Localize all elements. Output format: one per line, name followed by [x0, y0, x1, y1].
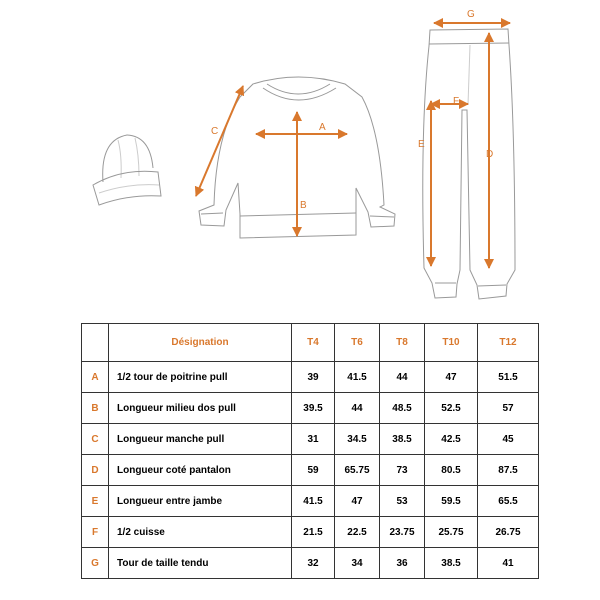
- table-row: [82, 424, 539, 455]
- row-value: 39.5: [292, 393, 335, 424]
- row-value: 47: [335, 486, 380, 517]
- row-label: Tour de taille tendu: [109, 548, 292, 579]
- header-size: T10: [425, 324, 478, 362]
- row-label: 1/2 cuisse: [109, 517, 292, 548]
- row-label: Longueur manche pull: [109, 424, 292, 455]
- row-value: 34: [335, 548, 380, 579]
- row-value: 26.75: [478, 517, 539, 548]
- arrow-c: [196, 86, 243, 196]
- row-value: 23.75: [380, 517, 425, 548]
- size-table: [81, 323, 539, 579]
- row-code: G: [82, 548, 109, 579]
- row-code: E: [82, 486, 109, 517]
- row-value: 38.5: [380, 424, 425, 455]
- row-code: A: [82, 362, 109, 393]
- row-value: 51.5: [478, 362, 539, 393]
- measure-label-c: C: [211, 126, 219, 137]
- pants-drawing: [423, 29, 515, 299]
- row-label: Longueur entre jambe: [109, 486, 292, 517]
- row-value: 44: [380, 362, 425, 393]
- row-value: 32: [292, 548, 335, 579]
- measure-label-a: A: [319, 122, 326, 133]
- row-code: C: [82, 424, 109, 455]
- measure-label-f: F: [453, 96, 460, 107]
- row-value: 41: [478, 548, 539, 579]
- row-label: Longueur coté pantalon: [109, 455, 292, 486]
- measure-label-g: G: [467, 9, 475, 20]
- table-row: [82, 362, 539, 393]
- row-value: 21.5: [292, 517, 335, 548]
- row-value: 41.5: [335, 362, 380, 393]
- row-label: Longueur milieu dos pull: [109, 393, 292, 424]
- header-size: T4: [292, 324, 335, 362]
- row-value: 80.5: [425, 455, 478, 486]
- row-value: 44: [335, 393, 380, 424]
- row-value: 45: [478, 424, 539, 455]
- row-value: 42.5: [425, 424, 478, 455]
- header-size: T12: [478, 324, 539, 362]
- row-label: 1/2 tour de poitrine pull: [109, 362, 292, 393]
- row-value: 57: [478, 393, 539, 424]
- row-value: 73: [380, 455, 425, 486]
- row-value: 65.75: [335, 455, 380, 486]
- measure-label-e: E: [418, 139, 425, 150]
- header-size: T8: [380, 324, 425, 362]
- row-value: 52.5: [425, 393, 478, 424]
- beanie-drawing: [93, 135, 161, 205]
- row-value: 38.5: [425, 548, 478, 579]
- table-row: [82, 548, 539, 579]
- row-value: 65.5: [478, 486, 539, 517]
- row-code: D: [82, 455, 109, 486]
- header-size: T6: [335, 324, 380, 362]
- row-value: 39: [292, 362, 335, 393]
- row-value: 41.5: [292, 486, 335, 517]
- header-designation: Désignation: [109, 324, 292, 362]
- row-code: F: [82, 517, 109, 548]
- table-row: [82, 486, 539, 517]
- row-value: 47: [425, 362, 478, 393]
- row-value: 59: [292, 455, 335, 486]
- row-code: B: [82, 393, 109, 424]
- table-row: [82, 455, 539, 486]
- table-row: [82, 393, 539, 424]
- row-value: 59.5: [425, 486, 478, 517]
- row-value: 31: [292, 424, 335, 455]
- row-value: 36: [380, 548, 425, 579]
- row-value: 53: [380, 486, 425, 517]
- row-value: 25.75: [425, 517, 478, 548]
- measure-label-b: B: [300, 200, 307, 211]
- table-row: [82, 517, 539, 548]
- measurement-arrows: [196, 23, 510, 268]
- row-value: 87.5: [478, 455, 539, 486]
- row-value: 48.5: [380, 393, 425, 424]
- row-value: 22.5: [335, 517, 380, 548]
- measure-label-d: D: [486, 149, 494, 160]
- header-empty-cell: [82, 324, 109, 362]
- row-value: 34.5: [335, 424, 380, 455]
- table-header-row: [82, 324, 539, 362]
